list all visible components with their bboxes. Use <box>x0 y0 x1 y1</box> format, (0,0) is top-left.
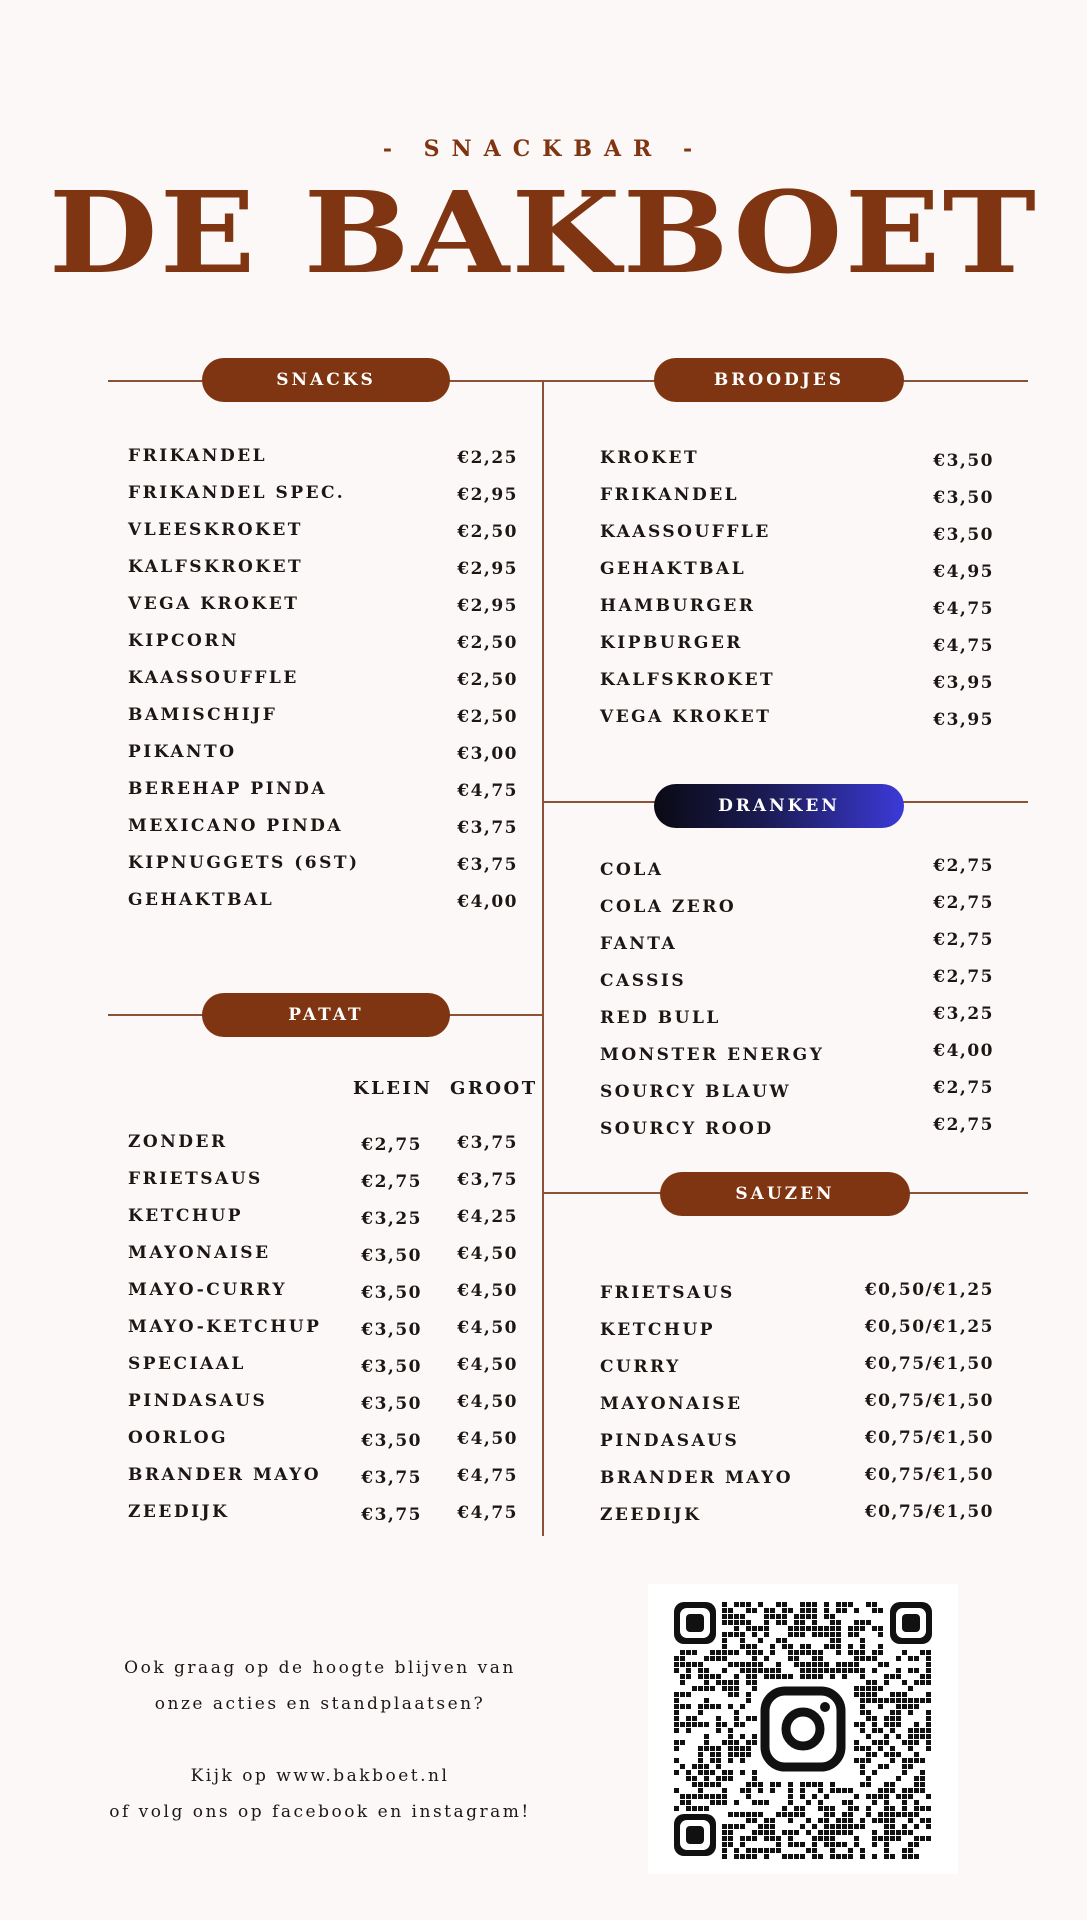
list-item-price-small: €2,75 <box>361 1135 422 1155</box>
brand-subtitle: - SNACKBAR - <box>382 136 705 162</box>
list-item-name: MEXICANO PINDA <box>128 816 344 836</box>
list-item-name: KETCHUP <box>600 1320 716 1340</box>
section-header-sauzen: SAUZEN <box>660 1172 910 1216</box>
list-item-price-large: €4,75 <box>457 1503 518 1523</box>
list-item-price: €2,50 <box>457 633 518 653</box>
list-item-name: MAYONAISE <box>128 1243 271 1263</box>
list-item-name: KROKET <box>600 448 700 468</box>
list-item-price: €2,75 <box>933 856 994 876</box>
list-item-name: PINDASAUS <box>128 1391 268 1411</box>
list-item-price-large: €4,50 <box>457 1244 518 1264</box>
list-item-price: €2,75 <box>933 1115 994 1135</box>
list-item-price: €3,75 <box>457 818 518 838</box>
list-item-price: €0,75/€1,50 <box>864 1354 994 1374</box>
list-item-price: €0,50/€1,25 <box>864 1280 994 1300</box>
qr-code-pattern <box>648 1584 958 1874</box>
list-item-price: €2,25 <box>457 448 518 468</box>
list-item-price: €0,75/€1,50 <box>864 1502 994 1522</box>
instagram-icon <box>759 1685 847 1773</box>
list-item-price: €2,75 <box>933 893 994 913</box>
list-item-price-small: €3,50 <box>361 1394 422 1414</box>
list-item-name: BEREHAP PINDA <box>128 779 328 799</box>
section-header-broodjes: BROODJES <box>654 358 904 402</box>
list-item-name: MAYO-KETCHUP <box>128 1317 322 1337</box>
list-item-name: FRIETSAUS <box>600 1283 735 1303</box>
list-item-name: ZONDER <box>128 1132 228 1152</box>
list-item-name: FRIETSAUS <box>128 1169 263 1189</box>
section-header-dranken: DRANKEN <box>654 784 904 828</box>
list-item-price: €3,75 <box>457 855 518 875</box>
list-item-price: €4,00 <box>457 892 518 912</box>
list-item-price: €0,75/€1,50 <box>864 1465 994 1485</box>
footer-line: of volg ons op facebook en instagram! <box>109 1802 531 1822</box>
list-item-name: MAYO-CURRY <box>128 1280 288 1300</box>
list-item-price-small: €3,50 <box>361 1246 422 1266</box>
section-header-patat: PATAT <box>202 993 450 1037</box>
list-item-price-small: €3,75 <box>361 1468 422 1488</box>
list-item-price: €2,95 <box>457 485 518 505</box>
list-item-name: VEGA KROKET <box>600 707 772 727</box>
footer-line: Ook graag op de hoogte blijven van <box>124 1658 516 1678</box>
list-item-price: €3,95 <box>933 673 994 693</box>
brand-title: DE BAKBOET <box>48 168 1039 299</box>
list-item-name: HAMBURGER <box>600 596 756 616</box>
list-item-price: €2,95 <box>457 559 518 579</box>
list-item-name: VLEESKROKET <box>128 520 303 540</box>
list-item-price: €4,75 <box>933 636 994 656</box>
footer-line: onze acties en standplaatsen? <box>154 1694 486 1714</box>
list-item-price-large: €4,50 <box>457 1392 518 1412</box>
qr-code[interactable] <box>648 1584 958 1874</box>
list-item-price-small: €3,75 <box>361 1505 422 1525</box>
list-item-price: €2,75 <box>933 1078 994 1098</box>
list-item-name: BAMISCHIJF <box>128 705 278 725</box>
list-item-price: €3,25 <box>933 1004 994 1024</box>
list-item-price-large: €4,50 <box>457 1318 518 1338</box>
list-item-name: FANTA <box>600 934 678 954</box>
qr-finder-top-left <box>674 1602 716 1644</box>
list-item-price-small: €2,75 <box>361 1172 422 1192</box>
list-item-name: KALFSKROKET <box>128 557 304 577</box>
list-item-name: CURRY <box>600 1357 681 1377</box>
list-item-price-large: €4,75 <box>457 1466 518 1486</box>
list-item-name: KIPNUGGETS (6ST) <box>128 853 360 873</box>
list-item-name: KAASSOUFFLE <box>600 522 771 542</box>
list-item-price: €2,75 <box>933 967 994 987</box>
list-item-name: MONSTER ENERGY <box>600 1045 825 1065</box>
list-item-price: €0,50/€1,25 <box>864 1317 994 1337</box>
list-item-name: GEHAKTBAL <box>128 890 275 910</box>
list-item-price: €0,75/€1,50 <box>864 1391 994 1411</box>
list-item-price: €4,75 <box>457 781 518 801</box>
list-item-price: €3,00 <box>457 744 518 764</box>
list-item-name: BRANDER MAYO <box>128 1465 322 1485</box>
list-item-name: SPECIAAL <box>128 1354 246 1374</box>
list-item-price: €2,50 <box>457 522 518 542</box>
list-item-price-small: €3,25 <box>361 1209 422 1229</box>
list-item-price: €3,50 <box>933 525 994 545</box>
list-item-price: €0,75/€1,50 <box>864 1428 994 1448</box>
list-item-name: PINDASAUS <box>600 1431 740 1451</box>
list-item-price: €4,00 <box>933 1041 994 1061</box>
list-item-name: CASSIS <box>600 971 687 991</box>
qr-finder-top-right <box>890 1602 932 1644</box>
list-item-price-small: €3,50 <box>361 1357 422 1377</box>
list-item-name: ZEEDIJK <box>600 1505 702 1525</box>
list-item-name: OORLOG <box>128 1428 229 1448</box>
list-item-name: COLA ZERO <box>600 897 737 917</box>
list-item-name: ZEEDIJK <box>128 1502 230 1522</box>
list-item-price: €2,75 <box>933 930 994 950</box>
list-item-name: KALFSKROKET <box>600 670 776 690</box>
list-item-price-large: €4,50 <box>457 1281 518 1301</box>
list-item-name: SOURCY ROOD <box>600 1119 774 1139</box>
list-item-name: BRANDER MAYO <box>600 1468 794 1488</box>
divider-vertical <box>542 380 544 1536</box>
list-item-name: VEGA KROKET <box>128 594 300 614</box>
list-item-price-large: €4,50 <box>457 1429 518 1449</box>
list-item-name: KAASSOUFFLE <box>128 668 299 688</box>
list-item-name: PIKANTO <box>128 742 237 762</box>
footer-text <box>90 1650 550 1830</box>
list-item-price: €3,95 <box>933 710 994 730</box>
list-item-price: €2,50 <box>457 707 518 727</box>
list-item-name: FRIKANDEL <box>128 446 268 466</box>
list-item-price-small: €3,50 <box>361 1283 422 1303</box>
list-item-price-small: €3,50 <box>361 1320 422 1340</box>
list-item-name: RED BULL <box>600 1008 721 1028</box>
list-item-price-large: €4,25 <box>457 1207 518 1227</box>
list-item-price: €3,50 <box>933 451 994 471</box>
section-header-snacks: SNACKS <box>202 358 450 402</box>
list-item-name: FRIKANDEL <box>600 485 740 505</box>
list-item-name: COLA <box>600 860 664 880</box>
list-item-name: KIPCORN <box>128 631 240 651</box>
list-item-price: €4,95 <box>933 562 994 582</box>
patat-column-small: KLEIN <box>353 1078 433 1099</box>
list-item-price-large: €3,75 <box>457 1133 518 1153</box>
list-item-price-large: €3,75 <box>457 1170 518 1190</box>
list-item-price-large: €4,50 <box>457 1355 518 1375</box>
list-item-price: €4,75 <box>933 599 994 619</box>
list-item-price: €2,95 <box>457 596 518 616</box>
patat-column-large: GROOT <box>450 1078 538 1099</box>
list-item-price-small: €3,50 <box>361 1431 422 1451</box>
list-item-name: GEHAKTBAL <box>600 559 747 579</box>
list-item-name: SOURCY BLAUW <box>600 1082 792 1102</box>
qr-finder-bottom-left <box>674 1814 716 1856</box>
list-item-price: €3,50 <box>933 488 994 508</box>
list-item-name: KETCHUP <box>128 1206 244 1226</box>
list-item-name: MAYONAISE <box>600 1394 743 1414</box>
list-item-name: FRIKANDEL SPEC. <box>128 483 346 503</box>
list-item-price: €2,50 <box>457 670 518 690</box>
footer-line: Kijk op www.bakboet.nl <box>190 1766 450 1786</box>
list-item-name: KIPBURGER <box>600 633 743 653</box>
